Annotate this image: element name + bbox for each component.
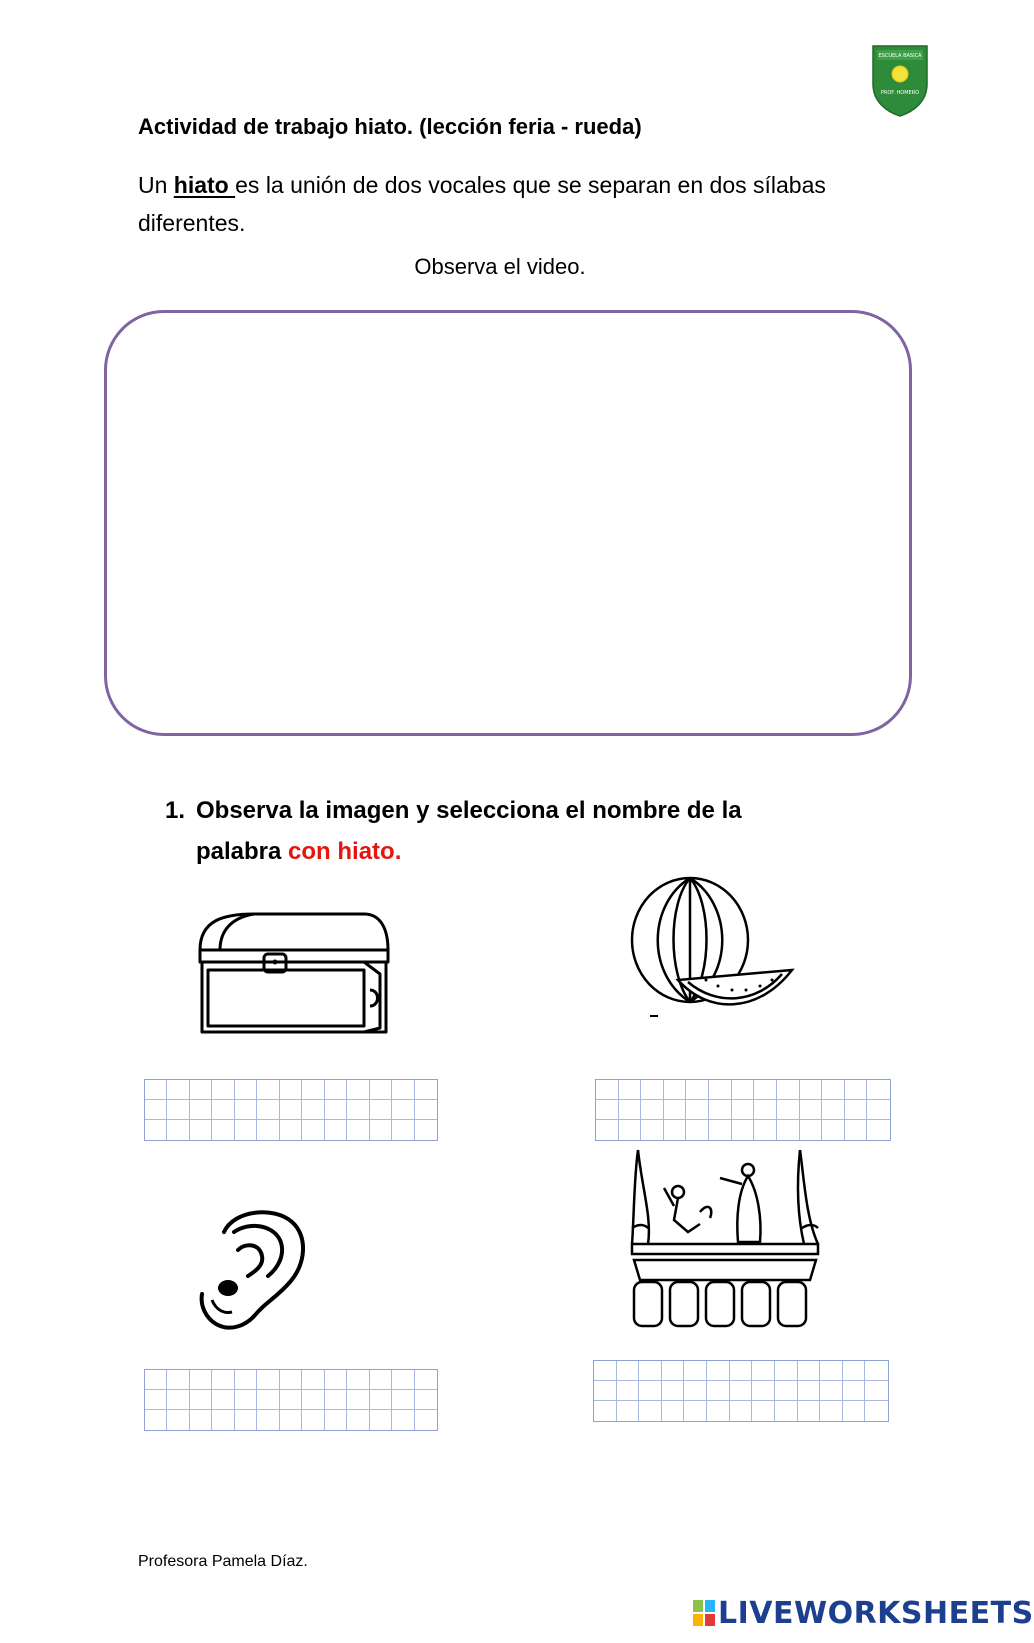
theater-icon [630,1148,820,1330]
logo-bottom-text: PROF. HOMERO [880,90,920,96]
liveworksheets-text: LIVEWORKSHEETS [718,1595,1034,1631]
definition-text [138,166,858,242]
liveworksheets-logo [692,1596,1034,1630]
video-instruction: Observa el video. [414,254,586,279]
watermelon-icon [628,874,798,1024]
liveworksheets-icon [692,1599,716,1627]
logo-top-text: ESCUELA BASICA [878,53,922,59]
school-logo [869,44,931,118]
question-highlight: con hiato. [288,838,402,865]
worksheet-title: Actividad de trabajo hiato. (lección feria - rueda) [138,114,642,139]
definition-prefix: Un [138,172,174,198]
answer-grid-watermelon[interactable] [595,1079,891,1141]
definition-rest: es la unión de dos vocales que se separan en dos sílabas diferentes. [138,172,826,236]
question-number: 1. [165,797,186,824]
answer-grid-ear[interactable] [144,1369,438,1431]
definition-highlight: hiato [173,172,236,198]
treasure-chest-icon [194,910,392,1040]
answer-grid-chest[interactable] [144,1079,438,1141]
video-embed-area[interactable] [104,310,912,736]
question-text: Observa la imagen y selecciona el nombre de la palabra [196,797,742,865]
footer-teacher: Profesora Pamela Díaz. [138,1553,308,1570]
question-1 [165,790,825,872]
ear-icon [194,1202,310,1334]
answer-grid-theater[interactable] [593,1360,889,1422]
